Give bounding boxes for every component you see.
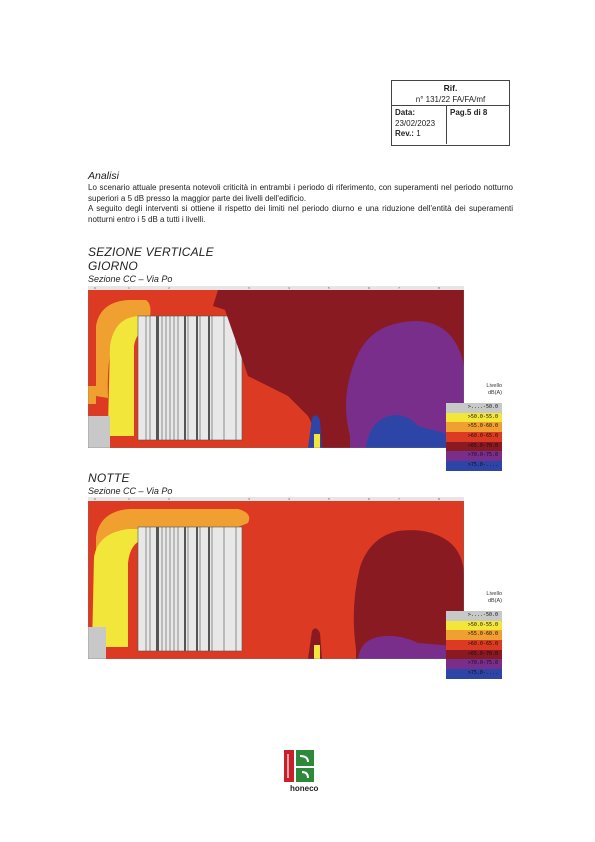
legend-night-item	[446, 630, 502, 640]
legend-night-item-label: >75.0-....	[467, 670, 498, 677]
legend-night-item	[446, 640, 502, 650]
legend-day-item	[446, 451, 502, 461]
rev-label: Rev.:	[395, 129, 414, 138]
legend-night-item-label: >65.0-70.0	[467, 650, 498, 657]
legend-day-item-label: >55.0-60.0	[467, 423, 498, 430]
legend-night-item-label: >....-50.0	[467, 612, 498, 618]
svg-text:4: 4	[288, 497, 290, 501]
legend-day-item-label: >65.0-70.0	[467, 442, 498, 449]
analisi-paragraph-1: Lo scenario attuale presenta notevoli criticità in entrambi i periodo di riferimento, con superamenti nel periodo notturno superiori a 5 dB presso la maggior parte dei livelli dell'edificio.	[88, 183, 513, 203]
legend-day-item-label: >....-50.0	[467, 404, 498, 410]
legend-day-item	[446, 432, 502, 442]
legend-day-item-label: >50.0-55.0	[467, 413, 498, 420]
svg-text:5: 5	[328, 286, 330, 290]
legend-night-title	[446, 591, 502, 605]
legend-day-item-label: >75.0-....	[467, 462, 498, 469]
phoneco-logo	[280, 748, 340, 796]
svg-text:0: 0	[94, 497, 96, 501]
legend-night-unit: dB(A)	[487, 598, 502, 604]
day-title: GIORNO	[88, 259, 138, 273]
svg-text:7: 7	[398, 286, 400, 290]
legend-night-label: Livello	[486, 591, 502, 597]
legend-day	[446, 383, 502, 471]
night-subtitle: Sezione CC – Via Po	[88, 486, 173, 496]
legend-day-item	[446, 413, 502, 423]
legend-night-item-label: >70.0-75.0	[467, 660, 498, 667]
legend-day-label: Livello	[486, 383, 502, 389]
svg-text:0: 0	[94, 286, 96, 290]
data-value: 23/02/2023	[395, 118, 436, 128]
reference-box	[391, 80, 510, 146]
svg-text:1: 1	[128, 286, 130, 290]
legend-night-item	[446, 621, 502, 631]
legend-day-item-label: >70.0-75.0	[467, 452, 498, 459]
legend-night-item	[446, 611, 502, 621]
legend-night-item-label: >55.0-60.0	[467, 631, 498, 638]
svg-text:2: 2	[168, 286, 170, 290]
night-title: NOTTE	[88, 471, 130, 485]
legend-day-item	[446, 461, 502, 471]
section-title: SEZIONE VERTICALE	[88, 245, 214, 259]
rif-label: Rif.	[443, 83, 458, 93]
legend-day-item	[446, 422, 502, 432]
svg-text:1: 1	[128, 497, 130, 501]
analisi-paragraph-2: A seguito degli interventi si ottiene il rispetto dei limiti nel periodo diurno e una riduzione dell'entità dei superamenti notturni entro i 5 dB a tutti i livelli.	[88, 204, 513, 224]
legend-day-item-label: >60.0-65.0	[467, 433, 498, 440]
legend-day-unit: dB(A)	[487, 390, 502, 396]
analisi-text	[88, 183, 513, 225]
svg-text:8: 8	[438, 497, 440, 501]
svg-text:3: 3	[248, 286, 250, 290]
legend-night-item	[446, 669, 502, 679]
legend-night-item-label: >60.0-65.0	[467, 641, 498, 648]
legend-day-title	[446, 383, 502, 397]
analisi-title: Analisi	[88, 170, 119, 182]
legend-night-item	[446, 659, 502, 669]
logo-text: honeco	[290, 784, 319, 793]
legend-day-item	[446, 403, 502, 413]
svg-text:7: 7	[398, 497, 400, 501]
noise-map-night	[88, 497, 464, 659]
legend-night-item-label: >50.0-55.0	[467, 621, 498, 628]
legend-night-item	[446, 650, 502, 660]
svg-text:5: 5	[328, 497, 330, 501]
data-label: Data:	[395, 108, 416, 117]
rif-value: n° 131/22 FA/FA/mf	[415, 95, 486, 104]
rev-value: 1	[416, 129, 421, 138]
svg-text:4: 4	[288, 286, 290, 290]
svg-text:8: 8	[438, 286, 440, 290]
day-subtitle: Sezione CC – Via Po	[88, 274, 173, 284]
reference-header	[392, 81, 509, 106]
legend-night	[446, 591, 502, 679]
svg-text:6: 6	[368, 497, 370, 501]
svg-text:3: 3	[248, 497, 250, 501]
svg-text:6: 6	[368, 286, 370, 290]
noise-map-day	[88, 286, 464, 448]
page-number: Pag.5 di 8	[450, 108, 488, 117]
legend-day-item	[446, 442, 502, 452]
svg-text:2: 2	[168, 497, 170, 501]
